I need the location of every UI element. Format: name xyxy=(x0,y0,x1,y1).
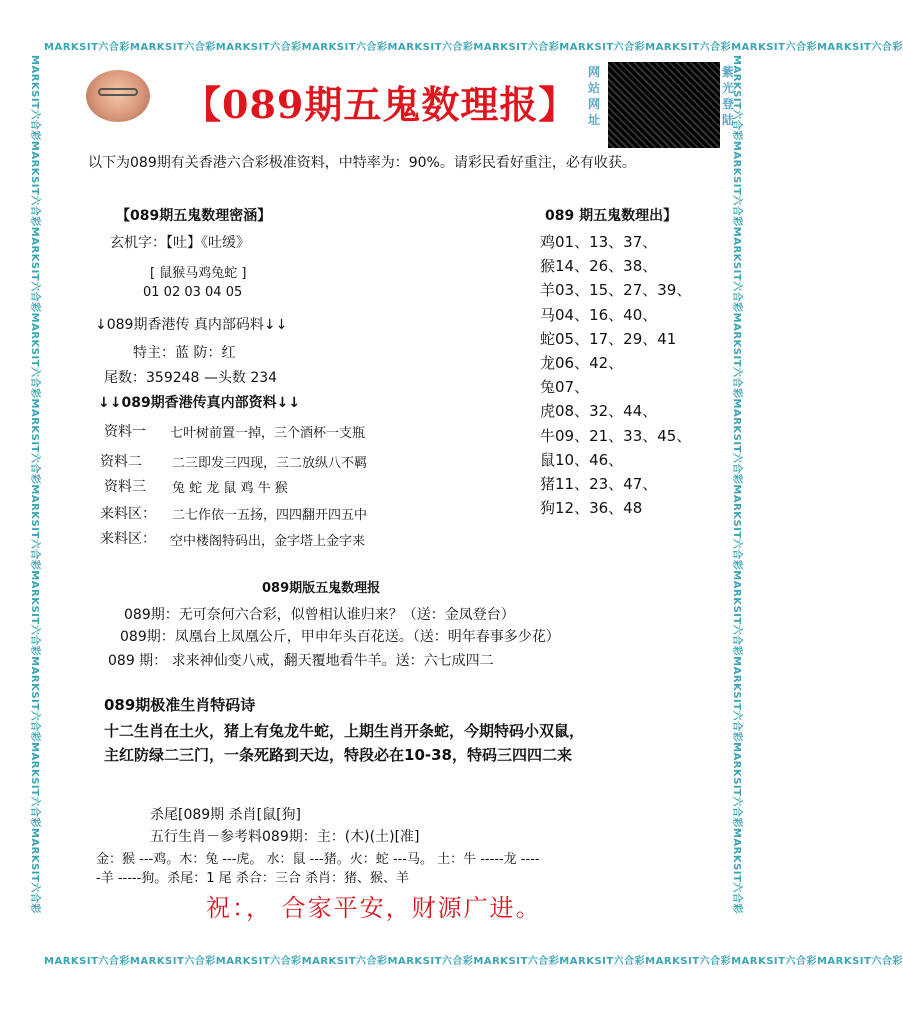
wuxing-line: 五行生肖－参考料089期：主：(木)(土)[准] xyxy=(150,829,420,845)
watermark-border-left: MARKSIT六合彩MARKSIT六合彩MARKSIT六合彩MARKSIT六合彩MARKSIT六合彩MARKSIT六合彩MARKSIT六合彩MARKSIT六合彩MARKSIT六合彩MARKSIT六合彩 xyxy=(29,55,40,914)
poem-line-2: 主红防绿二三门，一条死路到天边，特段必在10-38，特码三四四二来 xyxy=(104,746,572,764)
qr-code-image xyxy=(608,62,720,148)
avatar-photo xyxy=(86,70,150,122)
zodiac-number-list xyxy=(540,230,691,520)
secret-title: 【089期五鬼数理密涵】 xyxy=(116,208,272,224)
data1-text: 七叶树前置一掉，三个酒杯一支瓶 xyxy=(170,426,366,441)
data2-label: 资料二 xyxy=(100,454,142,470)
side-label-left: 网站网址 xyxy=(588,65,601,127)
lai1-text: 二七作依一五扬，四四翻开四五中 xyxy=(172,508,368,523)
list-item: 牛09、21、33、45、 xyxy=(540,426,692,445)
page-title: 【089期五鬼数理报】 xyxy=(183,82,578,127)
mid-line-2: 089期：凤凰台上凤凰公斤，甲申年头百花送。（送：明年春事多少花） xyxy=(120,629,560,645)
data3-text: 兔 蛇 龙 鼠 鸡 牛 猴 xyxy=(172,481,288,496)
watermark-border-right: MARKSIT六合彩MARKSIT六合彩MARKSIT六合彩MARKSIT六合彩MARKSIT六合彩MARKSIT六合彩MARKSIT六合彩MARKSIT六合彩MARKSIT六合彩MARKSIT六合彩 xyxy=(731,55,742,914)
tail-line: 尾数：359248 —头数 234 xyxy=(104,370,278,386)
numbers-line: 01 02 03 04 05 xyxy=(143,285,243,300)
zodiac-line: [ 鼠猴马鸡兔蛇 ] xyxy=(150,266,247,281)
list-item: 龙06、42、 xyxy=(540,354,624,373)
side-label-right: 紫光登陆 xyxy=(722,65,735,127)
lai1-label: 来料区： xyxy=(100,506,156,522)
list-item: 猴14、26、38、 xyxy=(540,257,658,276)
glasses-icon xyxy=(98,88,138,96)
list-item: 羊03、15、27、39、 xyxy=(540,281,692,300)
blessing-text: 祝：， 合家平安，财源广进。 xyxy=(206,894,542,922)
list-item: 鼠10、46、 xyxy=(540,450,624,469)
lai2-label: 来料区： xyxy=(100,531,156,547)
intro-text: 以下为089期有关香港六合彩极准资料，中特率为：90%。请彩民看好重注，必有收获。 xyxy=(88,155,636,171)
list-item: 蛇05、17、29、41 xyxy=(540,329,677,348)
poem-title: 089期极准生肖特码诗 xyxy=(104,696,256,714)
right-title: 089 期五鬼数理出】 xyxy=(545,208,678,224)
special-line: 特主：蓝 防：红 xyxy=(133,345,236,361)
elements-line-1: 金：猴 ---鸡。木：兔 ---虎。 水：鼠 ---猪。火：蛇 ---马。 土：牛 -----龙 ---- xyxy=(96,852,540,867)
list-item: 狗12、36、48 xyxy=(540,499,643,518)
watermark-border-bottom: MARKSIT六合彩MARKSIT六合彩MARKSIT六合彩MARKSIT六合彩MARKSIT六合彩MARKSIT六合彩MARKSIT六合彩MARKSIT六合彩MARKSIT六合彩MARKSIT六合彩 xyxy=(44,956,903,967)
watermark-border-top: MARKSIT六合彩MARKSIT六合彩MARKSIT六合彩MARKSIT六合彩MARKSIT六合彩MARKSIT六合彩MARKSIT六合彩MARKSIT六合彩MARKSIT六合彩MARKSIT六合彩 xyxy=(44,42,903,53)
riddle-line: 玄机字：【吐】《吐缓》 xyxy=(110,235,250,251)
elements-line-2: -羊 -----狗。杀尾：1 尾 杀合：三合 杀肖：猪、猴、羊 xyxy=(96,871,409,886)
list-item: 虎08、32、44、 xyxy=(540,402,658,421)
data1-label: 资料一 xyxy=(104,424,146,440)
mid-title: 089期版五鬼数理报 xyxy=(262,581,381,596)
data2-text: 二三即发三四现，三二放纵八不羁 xyxy=(172,456,368,471)
hk-title-2: ↓↓089期香港传真内部资料↓↓ xyxy=(98,395,301,411)
hk-title: ↓089期香港传 真内部码料↓↓ xyxy=(95,317,288,333)
list-item: 兔07、 xyxy=(540,378,590,397)
data3-label: 资料三 xyxy=(104,479,146,495)
lai2-text: 空中楼阁特码出，金字塔上金字来 xyxy=(170,534,366,549)
list-item: 猪11、23、47、 xyxy=(540,475,658,494)
poem-line-1: 十二生肖在土火，猪上有兔龙牛蛇，上期生肖开条蛇，今期特码小双鼠， xyxy=(104,722,585,740)
list-item: 马04、16、40、 xyxy=(540,305,658,324)
list-item: 鸡01、13、37、 xyxy=(540,233,658,251)
mid-line-3: 089 期： 求来神仙变八戒，翻天覆地看牛羊。送：六七成四二 xyxy=(108,653,494,669)
mid-line-1: 089期：无可奈何六合彩，似曾相认谁归来？（送：金凤登台） xyxy=(124,607,515,623)
kill-line: 杀尾[089期 杀肖[鼠[狗] xyxy=(150,807,302,823)
